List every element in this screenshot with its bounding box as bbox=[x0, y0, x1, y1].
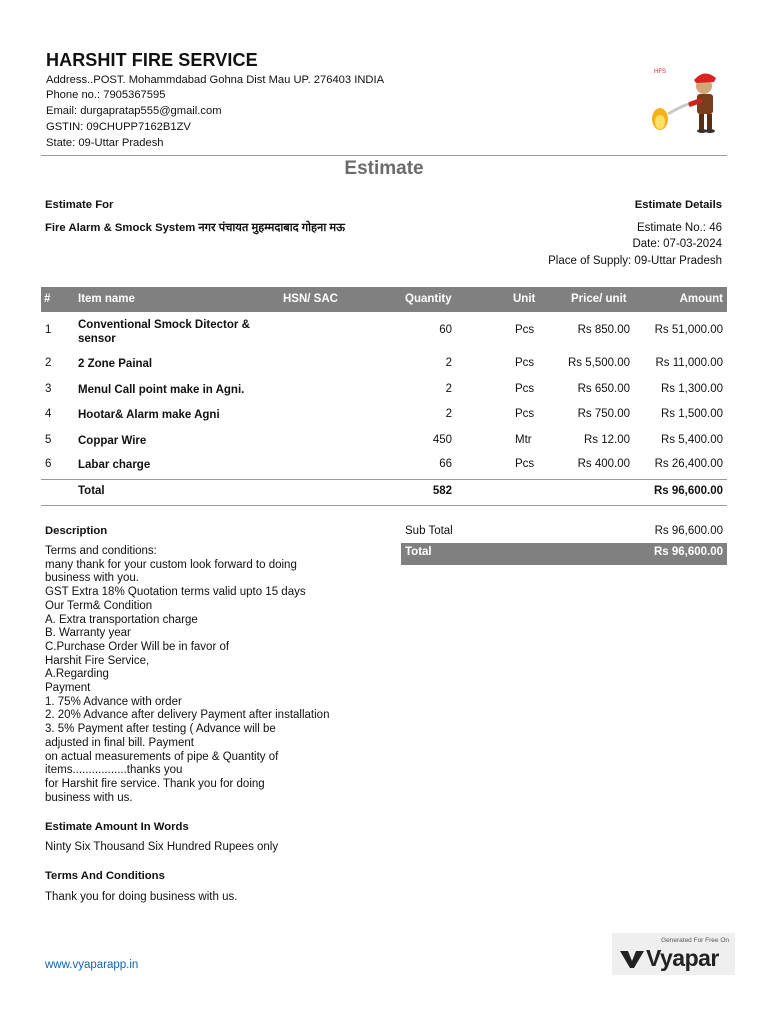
row-index: 3 bbox=[45, 383, 52, 395]
row-qty: 450 bbox=[432, 434, 452, 446]
row-amount: Rs 26,400.00 bbox=[654, 458, 723, 470]
document-title: Estimate bbox=[344, 158, 424, 179]
col-qty-header: Quantity bbox=[405, 293, 452, 305]
row-price: Rs 650.00 bbox=[577, 383, 630, 395]
row-amount: Rs 11,000.00 bbox=[655, 357, 723, 369]
company-email: Email: durgapratap555@gmail.com bbox=[46, 105, 222, 117]
row-unit: Pcs bbox=[515, 324, 535, 336]
description-label: Description bbox=[45, 525, 108, 537]
table-divider bbox=[41, 479, 727, 480]
company-gstin: GSTIN: 09CHUPP7162B1ZV bbox=[46, 121, 191, 133]
vyapar-badge-caption: Generated For Free On bbox=[661, 937, 729, 944]
row-item-name: Menul Call point make in Agni. bbox=[78, 384, 245, 396]
amount-in-words-value: Ninty Six Thousand Six Hundred Rupees only bbox=[45, 841, 279, 853]
summary-total-label: Total bbox=[405, 546, 432, 558]
terms-label: Terms And Conditions bbox=[45, 870, 165, 882]
row-index: 1 bbox=[45, 324, 52, 336]
estimate-for-value: Fire Alarm & Smock System नगर पंचायत मुहम्मदाबाद गोहना मऊ bbox=[45, 222, 346, 234]
row-amount: Rs 1,300.00 bbox=[660, 383, 723, 395]
row-unit: Pcs bbox=[515, 357, 535, 369]
row-price: Rs 850.00 bbox=[577, 324, 630, 336]
summary-total-value: Rs 96,600.00 bbox=[653, 546, 723, 558]
company-address: Address..POST. Mohammdabad Gohna Dist Mau UP. 276403 INDIA bbox=[46, 74, 385, 86]
row-index: 6 bbox=[45, 458, 52, 470]
items-table-header bbox=[41, 287, 727, 312]
footer-website-link[interactable]: www.vyaparapp.in bbox=[45, 959, 139, 971]
row-item-name: Labar charge bbox=[78, 459, 151, 471]
vyapar-badge[interactable] bbox=[612, 933, 735, 975]
col-amount-header: Amount bbox=[679, 293, 723, 305]
row-price: Rs 5,500.00 bbox=[567, 357, 630, 369]
row-unit: Mtr bbox=[515, 434, 532, 446]
row-qty: 2 bbox=[445, 383, 452, 395]
header-divider bbox=[41, 155, 727, 156]
row-price: Rs 12.00 bbox=[583, 434, 630, 446]
row-amount: Rs 51,000.00 bbox=[654, 324, 723, 336]
row-qty: 2 bbox=[445, 408, 452, 420]
place-of-supply: Place of Supply: 09-Uttar Pradesh bbox=[548, 255, 722, 267]
estimate-number: Estimate No.: 46 bbox=[636, 222, 722, 234]
total-amount: Rs 96,600.00 bbox=[653, 485, 723, 497]
estimate-for-label: Estimate For bbox=[45, 199, 114, 211]
row-price: Rs 750.00 bbox=[577, 408, 630, 420]
row-index: 5 bbox=[45, 434, 52, 446]
terms-value: Thank you for doing business with us. bbox=[45, 891, 238, 903]
subtotal-value: Rs 96,600.00 bbox=[654, 525, 723, 537]
row-index: 4 bbox=[45, 408, 52, 420]
total-label: Total bbox=[78, 485, 105, 497]
row-qty: 60 bbox=[439, 324, 452, 336]
estimate-date: Date: 07-03-2024 bbox=[632, 238, 722, 250]
row-item-name: Hootar& Alarm make Agni bbox=[78, 409, 220, 421]
col-hsn-header: HSN/ SAC bbox=[283, 293, 338, 305]
row-item-name: 2 Zone Painal bbox=[78, 358, 153, 370]
summary-total-bar bbox=[401, 543, 727, 565]
col-price-header: Price/ unit bbox=[571, 293, 627, 305]
row-price: Rs 400.00 bbox=[577, 458, 630, 470]
amount-in-words-label: Estimate Amount In Words bbox=[45, 821, 189, 833]
logo-text: HFS bbox=[654, 69, 666, 75]
vyapar-brand-text: Vyapar bbox=[646, 945, 719, 971]
company-phone: Phone no.: 7905367595 bbox=[46, 89, 166, 101]
company-logo bbox=[648, 64, 726, 134]
row-qty: 2 bbox=[445, 357, 452, 369]
estimate-details-label: Estimate Details bbox=[634, 199, 722, 211]
vyapar-logo-icon bbox=[620, 949, 644, 969]
col-item-header: Item name bbox=[78, 293, 135, 305]
col-unit-header: Unit bbox=[513, 293, 536, 305]
company-name: HARSHIT FIRE SERVICE bbox=[46, 50, 258, 70]
row-unit: Pcs bbox=[515, 458, 535, 470]
row-item-name: Coppar Wire bbox=[78, 435, 147, 447]
table-bottom-divider bbox=[41, 505, 727, 506]
subtotal-label: Sub Total bbox=[405, 525, 453, 537]
total-qty: 582 bbox=[432, 485, 452, 497]
col-index-header: # bbox=[44, 293, 51, 305]
row-unit: Pcs bbox=[515, 408, 535, 420]
row-amount: Rs 1,500.00 bbox=[660, 408, 723, 420]
description-text: Terms and conditions: many thank for your custom look forward to doing business with you. GST Extra 18% Quotation terms valid upto 15 days Our Term& Condition A. Extra transportation charge B. Warranty year C.Purchase Order Will be in favor of Harshit Fire Service, A.Regarding Payment 1. 75% Advance with order 2. 20% Advance after delivery Payment after installation 3. 5% Payment after testing ( Advance will be adjusted in final bill. Payment on actual measurements of pipe & Quantity of items.................thanks you for Harshit fire service. Thank you for doing business with us. bbox=[45, 545, 330, 804]
row-item-name: Conventional Smock Ditector & sensor bbox=[78, 319, 250, 345]
company-state: State: 09-Uttar Pradesh bbox=[46, 137, 164, 149]
row-qty: 66 bbox=[439, 458, 452, 470]
row-amount: Rs 5,400.00 bbox=[660, 434, 723, 446]
row-index: 2 bbox=[45, 357, 52, 369]
row-unit: Pcs bbox=[515, 383, 535, 395]
